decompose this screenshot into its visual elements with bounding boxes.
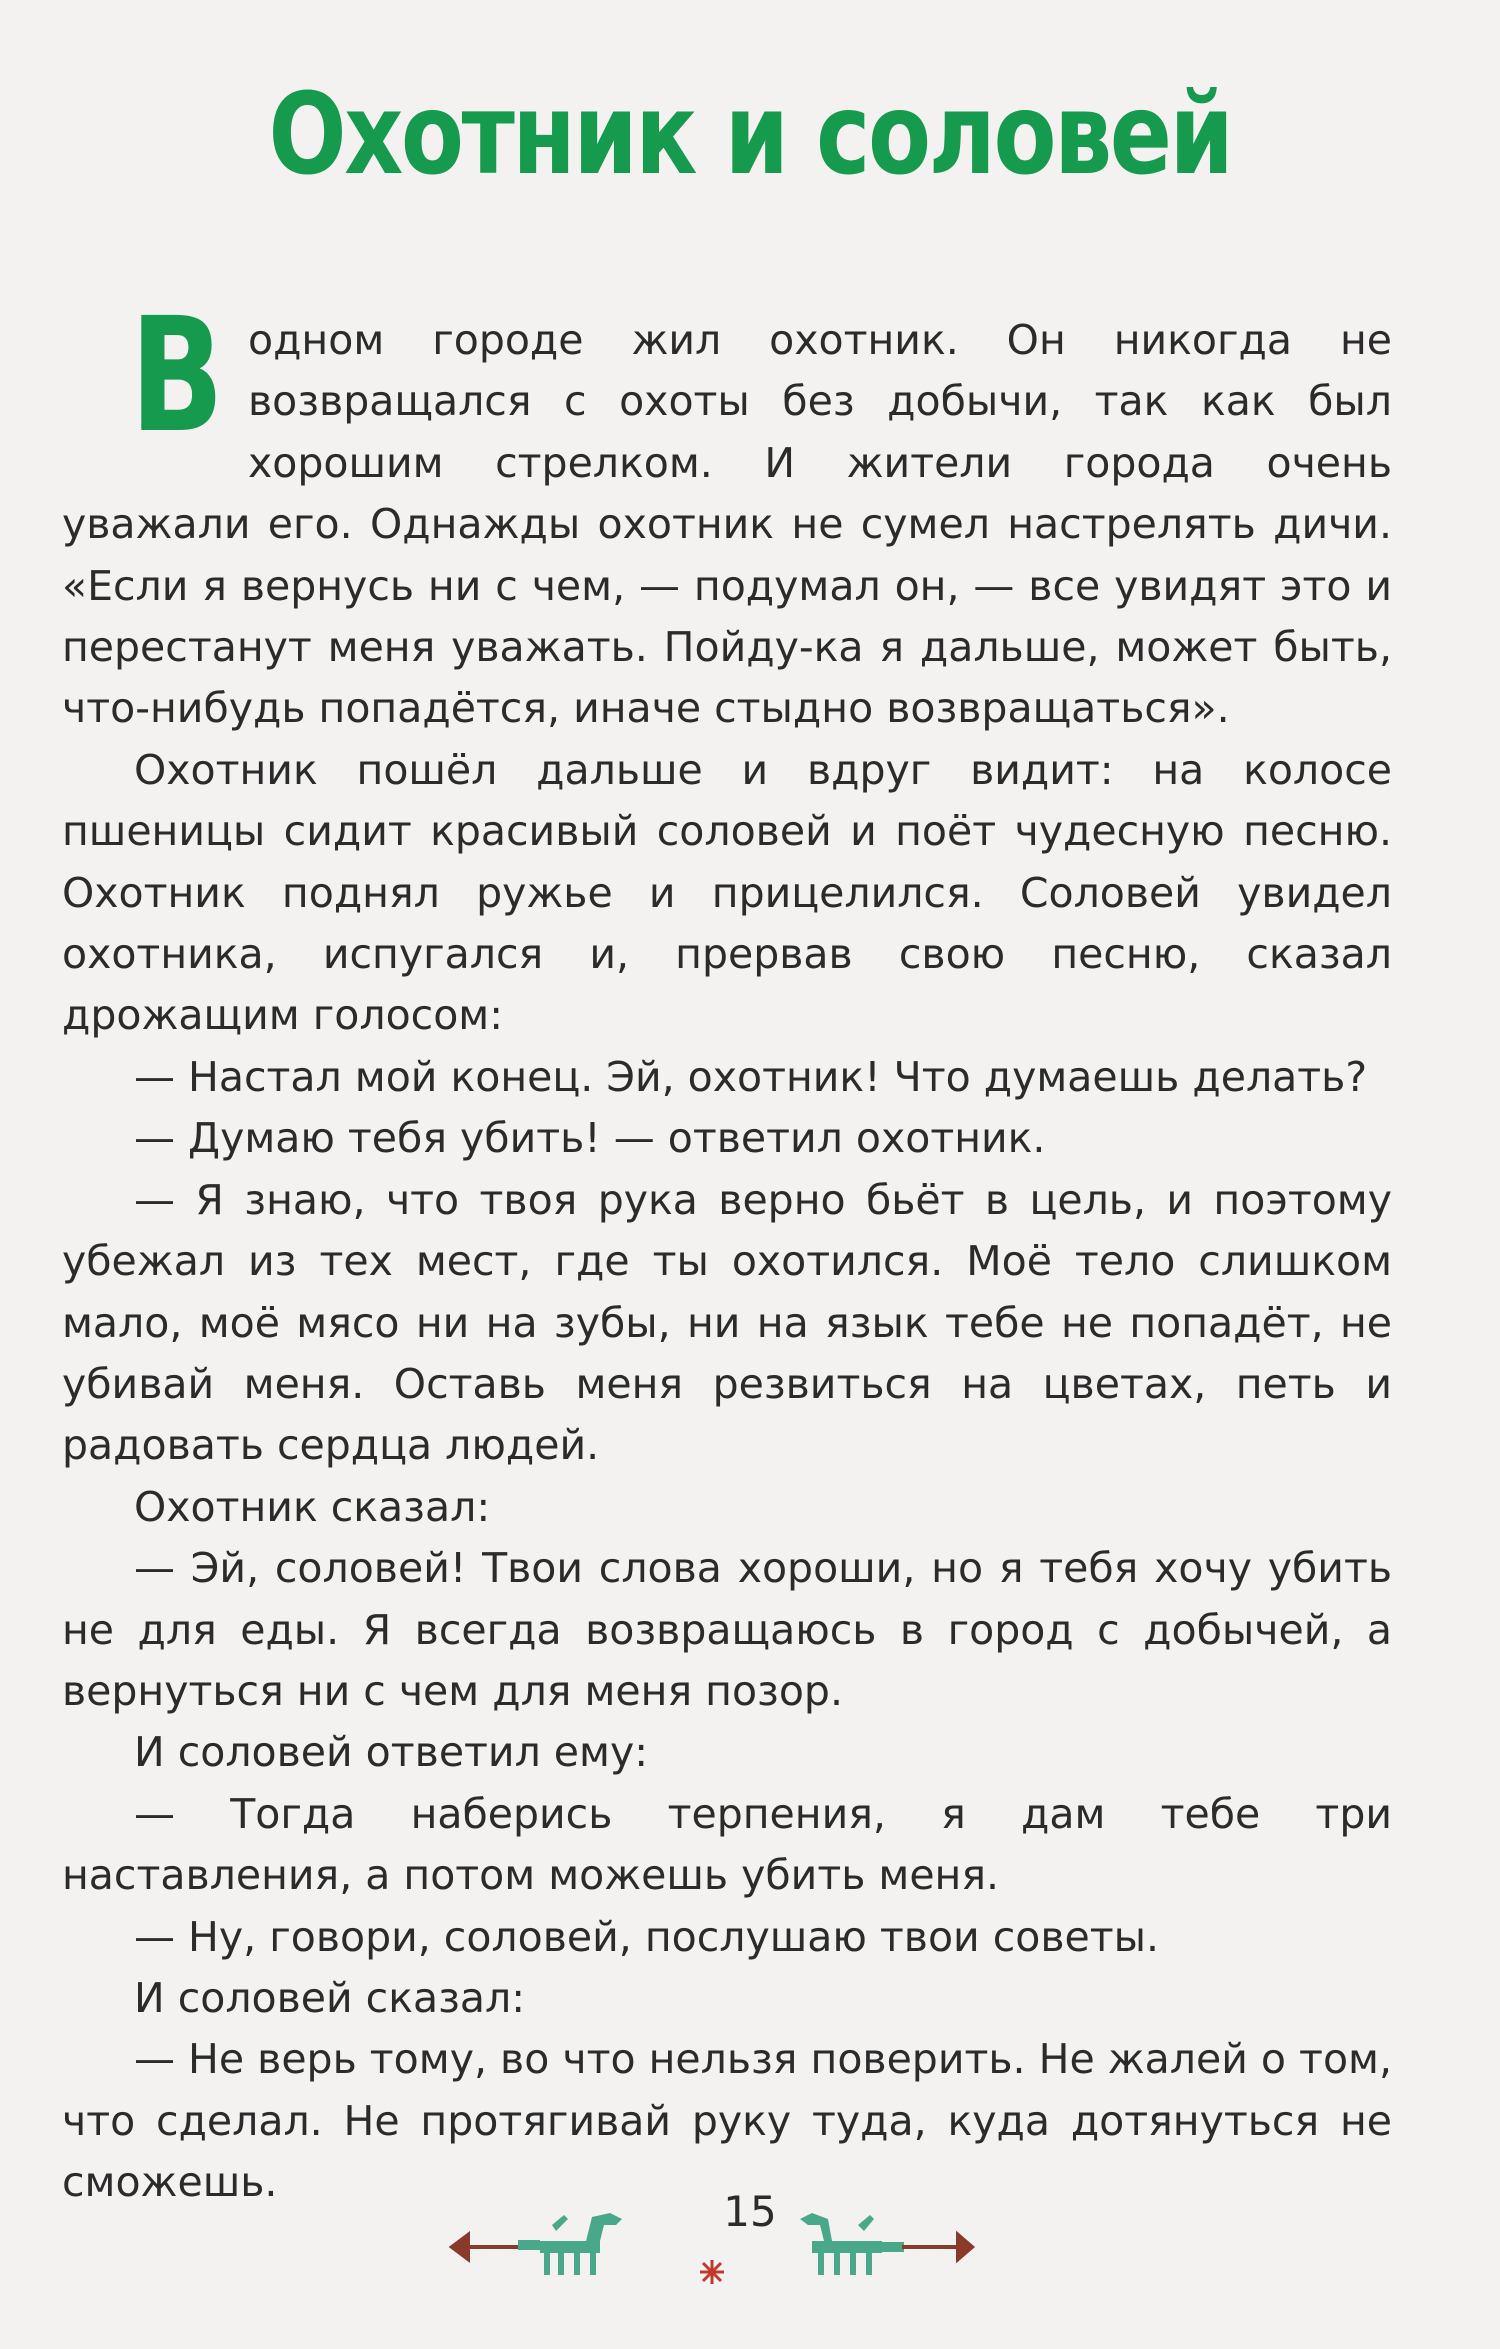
paragraph-text: одном городе жил охотник. Он никогда не возвращался с охоты без добычи, так как был хорошим стрелком. И жители города очень уважали его. Однажды охотник не сумел настрелять дичи. «Если я вернусь ни с чем, — подумал он, — все увидят это и перестанут меня уважать. Пойду-ка я дальше, может быть, что-нибудь попадётся, иначе стыдно возвращаться». bbox=[62, 316, 1392, 733]
drop-cap: В bbox=[130, 284, 224, 468]
page-number: 15 bbox=[723, 2187, 777, 2236]
paragraph: — Эй, соловей! Твои слова хороши, но я тебя хочу убить не для еды. Я всегда возвращаюсь в город с добычей, а вернуться ни с чем для меня позор. bbox=[62, 1544, 1392, 1715]
story-text bbox=[62, 284, 1392, 2214]
paragraph bbox=[62, 284, 1392, 740]
paragraph: Охотник сказал: bbox=[134, 1482, 491, 1531]
paragraph: И соловей сказал: bbox=[134, 1973, 526, 2022]
paragraph: — Тогда наберись терпения, я дам тебе три наставления, а потом можешь убить меня. bbox=[62, 1789, 1392, 1900]
paragraph: И соловей ответил ему: bbox=[134, 1728, 649, 1777]
paragraph: — Я знаю, что твоя рука верно бьёт в цель, и поэтому убежал из тех мест, где ты охотился. Моё тело слишком мало, моё мясо ни на зубы, ни на язык тебе не попадёт, не убивай меня. Оставь меня резвиться на цветах, петь и радовать сердца людей. bbox=[62, 1175, 1392, 1470]
paragraph: Охотник пошёл дальше и вдруг видит: на колосе пшеницы сидит красивый соловей и поёт чудесную песню. Охотник поднял ружье и прицелился. Соловей увидел охотника, испугался и, прервав свою песню, сказал дрожащим голосом: bbox=[62, 745, 1392, 1040]
paragraph: — Настал мой конец. Эй, охотник! Что думаешь делать? bbox=[134, 1052, 1368, 1101]
paragraph: — Не верь тому, во что нельзя поверить. Не жалей о том, что сделал. Не протягивай руку туда, куда дотянуться не сможешь. bbox=[62, 2035, 1392, 2207]
paragraph: — Ну, говори, соловей, послушаю твои советы. bbox=[134, 1912, 1160, 1961]
horse-ornament-icon bbox=[772, 2195, 992, 2295]
paragraph: — Думаю тебя убить! — ответил охотник. bbox=[134, 1114, 1046, 1163]
page-title: Охотник и соловей bbox=[268, 70, 1232, 200]
star-ornament-icon bbox=[698, 2258, 726, 2286]
